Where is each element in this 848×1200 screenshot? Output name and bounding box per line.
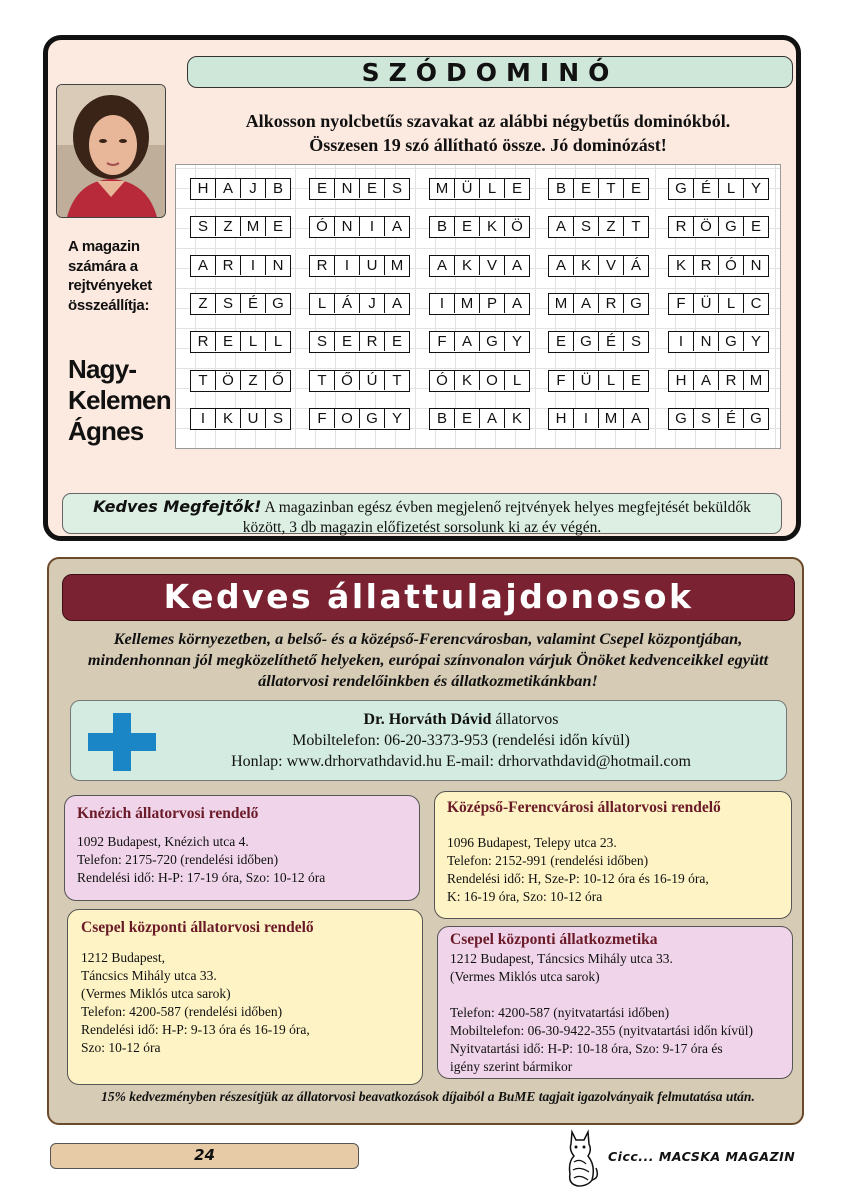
domino-letter: A: [549, 217, 574, 236]
domino-letter: G: [574, 332, 599, 351]
discount-note: 15% kedvezményben részesítjük az állatorvosi beavatkozások díjaiból a BuME tagjait igazolványaik felmutatása után.: [101, 1089, 755, 1104]
domino-letter: I: [669, 332, 694, 351]
doctor-role: állatorvos: [491, 711, 559, 728]
domino-letter: G: [630, 294, 642, 312]
domino-tile: [309, 331, 410, 353]
author-name-line: Ágnes: [68, 416, 144, 446]
domino-letter: M: [749, 371, 763, 389]
vet-advertisement: [47, 557, 804, 1125]
clinic-line: Szo: 10-12 óra: [81, 1040, 161, 1055]
domino-letter: M: [241, 217, 266, 236]
domino-tile: [190, 331, 291, 353]
domino-letter: M: [549, 294, 574, 313]
domino-letter: L: [719, 179, 744, 198]
domino-letter: Ó: [719, 256, 744, 275]
domino-letter: L: [310, 294, 335, 313]
domino-letter: R: [310, 256, 335, 275]
domino-letter: E: [630, 180, 641, 197]
domino-letter: S: [310, 332, 335, 351]
domino-letter: I: [430, 294, 455, 313]
domino-letter: E: [549, 332, 574, 351]
domino-letter: G: [480, 332, 505, 351]
domino-letter: M: [455, 294, 480, 313]
domino-letter: U: [360, 256, 385, 275]
domino-letter: R: [191, 332, 216, 351]
author-name-line: Nagy-: [68, 354, 137, 384]
domino-letter: T: [310, 371, 335, 390]
clinic-title: Középső-Ferencvárosi állatorvosi rendelő: [447, 799, 721, 816]
domino-letter: E: [360, 179, 385, 198]
domino-letter: S: [216, 294, 241, 313]
domino-tile: [429, 216, 530, 238]
author-label-line: számára a: [68, 257, 138, 275]
domino-tile: [668, 370, 769, 392]
magazine-name: Cicc... MACSKA MAGAZIN: [608, 1149, 796, 1164]
domino-letter: R: [360, 332, 385, 351]
domino-tile: [548, 216, 649, 238]
domino-letter: É: [599, 332, 624, 351]
domino-letter: A: [549, 256, 574, 275]
domino-letter: É: [719, 409, 744, 428]
domino-letter: S: [694, 409, 719, 428]
domino-letter: U: [241, 409, 266, 428]
domino-tile: [190, 178, 291, 200]
domino-letter: C: [750, 294, 762, 312]
domino-letter: Z: [191, 294, 216, 313]
clinic-line: Rendelési idő: H-P: 9-13 óra és 16-19 óra,: [81, 1022, 310, 1037]
domino-letter: A: [455, 332, 480, 351]
doctor-web[interactable]: Honlap: www.drhorvathdavid.hu E-mail: drhorvathdavid@hotmail.com: [231, 753, 691, 770]
domino-letter: Y: [750, 333, 761, 351]
domino-letter: R: [599, 294, 624, 313]
domino-tile: [548, 255, 649, 277]
domino-letter: K: [669, 256, 694, 275]
domino-letter: G: [719, 332, 744, 351]
domino-letter: L: [480, 179, 505, 198]
doctor-card: [70, 700, 787, 781]
clinic-line: K: 16-19 óra, Szo: 10-12 óra: [447, 889, 603, 904]
domino-letter: N: [272, 256, 284, 274]
domino-letter: S: [191, 217, 216, 236]
domino-letter: E: [750, 218, 761, 236]
domino-tile: [190, 216, 291, 238]
domino-letter: I: [191, 409, 216, 428]
domino-letter: I: [574, 409, 599, 428]
domino-tile: [668, 255, 769, 277]
domino-tile: [429, 331, 530, 353]
domino-tile: [548, 408, 649, 430]
clinic-line: 1096 Budapest, Telepy utca 23.: [447, 835, 617, 850]
domino-letter: S: [630, 333, 641, 351]
domino-letter: P: [480, 294, 505, 313]
domino-letter: É: [694, 179, 719, 198]
domino-letter: Ó: [430, 371, 455, 390]
domino-tile: [309, 255, 410, 277]
domino-letter: B: [549, 179, 574, 198]
domino-tile: [309, 293, 410, 315]
author-photo: [56, 84, 166, 218]
domino-tile: [309, 216, 410, 238]
domino-tile: [429, 255, 530, 277]
domino-letter: K: [480, 217, 505, 236]
domino-letter: V: [480, 256, 505, 275]
domino-letter: Y: [391, 409, 402, 427]
domino-letter: A: [391, 294, 402, 312]
clinic-line: Nyitvatartási idő: H-P: 10-18 óra, Szo: 9-17 óra és: [450, 1041, 723, 1056]
domino-letter: K: [455, 256, 480, 275]
domino-letter: T: [191, 371, 216, 390]
page-number: 24: [50, 1143, 359, 1169]
domino-letter: E: [391, 333, 402, 351]
domino-letter: K: [511, 409, 522, 427]
domino-letter: H: [669, 371, 694, 390]
instruction-line: Alkosson nyolcbetűs szavakat az alábbi négybetűs dominókból.: [245, 111, 731, 131]
domino-letter: Ó: [310, 217, 335, 236]
domino-letter: Ő: [272, 371, 284, 389]
domino-letter: Ü: [574, 371, 599, 390]
domino-letter: E: [272, 218, 283, 236]
domino-letter: B: [430, 409, 455, 428]
clinic-line: Rendelési idő: H, Sze-P: 10-12 óra és 16-19 óra,: [447, 871, 709, 886]
domino-letter: V: [599, 256, 624, 275]
puzzle-instructions: [188, 109, 788, 157]
domino-letter: M: [390, 256, 404, 274]
domino-grid: [175, 164, 781, 449]
clinic-line-spacer: [450, 986, 780, 1004]
domino-letter: Ö: [216, 371, 241, 390]
domino-letter: F: [430, 332, 455, 351]
domino-letter: E: [511, 180, 522, 197]
domino-letter: A: [574, 294, 599, 313]
clinic-title: Csepel központi állatorvosi rendelő: [81, 919, 314, 936]
domino-letter: E: [310, 179, 335, 198]
clinic-title: Knézich állatorvosi rendelő: [77, 805, 259, 822]
clinic-line: Táncsics Mihály utca 33.: [81, 968, 217, 983]
clinic-line: 1212 Budapest, Táncsics Mihály utca 33.: [450, 951, 673, 966]
domino-letter: Y: [511, 333, 522, 351]
domino-letter: E: [216, 332, 241, 351]
author-name-line: Kelemen: [68, 385, 171, 415]
domino-letter: A: [430, 256, 455, 275]
domino-letter: N: [694, 332, 719, 351]
domino-letter: A: [630, 409, 641, 427]
domino-letter: A: [391, 218, 402, 236]
domino-letter: E: [335, 332, 360, 351]
domino-letter: A: [694, 371, 719, 390]
domino-tile: [548, 331, 649, 353]
domino-letter: R: [216, 256, 241, 275]
domino-tile: [429, 293, 530, 315]
domino-letter: K: [455, 371, 480, 390]
clinic-line: Telefon: 2175-720 (rendelési időben): [77, 852, 279, 867]
instruction-line: Összesen 19 szó állítható össze. Jó dominózást!: [309, 135, 667, 155]
clinic-card-csepel-vet: [67, 909, 423, 1085]
footer-text: A magazinban egész évben megjelenő rejtvények helyes megfejtését beküldők között, 3 db magazin előfizetést sorsolunk ki az év végén.: [242, 499, 751, 536]
domino-letter: H: [549, 409, 574, 428]
domino-letter: L: [241, 332, 266, 351]
domino-letter: T: [599, 179, 624, 198]
doctor-info: [191, 709, 731, 772]
domino-letter: A: [480, 409, 505, 428]
domino-letter: E: [630, 371, 641, 389]
domino-tile: [309, 370, 410, 392]
domino-tile: [668, 216, 769, 238]
domino-letter: M: [430, 179, 455, 198]
domino-letter: G: [669, 179, 694, 198]
domino-letter: Ü: [694, 294, 719, 313]
domino-tile: [429, 370, 530, 392]
domino-letter: L: [512, 371, 522, 389]
domino-letter: Ú: [360, 371, 385, 390]
author-label-line: összeállítja:: [68, 296, 150, 314]
domino-tile: [668, 293, 769, 315]
domino-letter: N: [335, 179, 360, 198]
domino-letter: Á: [335, 294, 360, 313]
domino-letter: S: [391, 180, 402, 197]
domino-letter: J: [241, 179, 266, 198]
domino-letter: Á: [630, 256, 641, 274]
puzzle-footer-note: [62, 493, 782, 534]
clinic-title: Csepel központi állatkozmetika: [450, 931, 658, 948]
clinic-line: Mobiltelefon: 06-30-9422-355 (nyitvatartási időn kívül): [450, 1023, 753, 1038]
clinic-line: Telefon: 4200-587 (nyitvatartási időben): [450, 1005, 670, 1020]
domino-letter: Ö: [511, 218, 523, 236]
domino-letter: T: [392, 371, 402, 389]
domino-letter: A: [511, 256, 522, 274]
clinic-line: igény szerint bármikor: [450, 1059, 573, 1074]
domino-tile: [190, 408, 291, 430]
clinic-line: Rendelési idő: H-P: 17-19 óra, Szo: 10-12 óra: [77, 870, 326, 885]
clinic-line: Telefon: 4200-587 (rendelési időben): [81, 1004, 283, 1019]
domino-letter: S: [272, 409, 283, 427]
domino-tile: [668, 331, 769, 353]
domino-letter: B: [272, 180, 283, 197]
puzzle-section: [43, 35, 801, 541]
domino-letter: G: [272, 294, 284, 312]
domino-letter: M: [599, 409, 624, 428]
domino-letter: E: [455, 217, 480, 236]
clinic-card-knezich: [64, 795, 420, 901]
domino-letter: E: [574, 179, 599, 198]
domino-tile: [190, 293, 291, 315]
domino-letter: I: [335, 256, 360, 275]
doctor-name: Dr. Horváth Dávid: [363, 711, 492, 728]
domino-letter: O: [335, 409, 360, 428]
domino-letter: E: [455, 409, 480, 428]
domino-letter: K: [574, 256, 599, 275]
cat-logo-icon: [562, 1128, 600, 1188]
clinic-line: (Vermes Miklós utca sarok): [450, 969, 600, 984]
domino-letter: O: [480, 371, 505, 390]
domino-letter: N: [750, 256, 762, 274]
domino-letter: F: [310, 409, 335, 428]
footer-lead: Kedves Megfejtők!: [93, 497, 262, 516]
domino-tile: [190, 255, 291, 277]
domino-tile: [548, 178, 649, 200]
domino-letter: Ő: [335, 371, 360, 390]
domino-letter: T: [631, 218, 641, 236]
domino-letter: B: [430, 217, 455, 236]
doctor-mobile: Mobiltelefon: 06-20-3373-953 (rendelési időn kívül): [292, 732, 630, 749]
domino-tile: [668, 408, 769, 430]
author-name: [68, 354, 178, 447]
domino-letter: Ü: [455, 179, 480, 198]
domino-letter: H: [191, 179, 216, 198]
domino-letter: Y: [750, 180, 761, 197]
domino-letter: I: [360, 217, 385, 236]
domino-tile: [548, 293, 649, 315]
domino-letter: J: [360, 294, 385, 313]
puzzle-title: SZÓDOMINÓ: [187, 56, 793, 88]
clinic-line: 1092 Budapest, Knézich utca 4.: [77, 834, 249, 849]
domino-letter: L: [719, 294, 744, 313]
domino-letter: G: [360, 409, 385, 428]
domino-letter: R: [669, 217, 694, 236]
domino-letter: Ö: [694, 217, 719, 236]
domino-letter: K: [216, 409, 241, 428]
domino-letter: G: [719, 217, 744, 236]
domino-letter: I: [241, 256, 266, 275]
author-label-line: A magazin: [68, 238, 140, 255]
domino-letter: F: [669, 294, 694, 313]
clinic-line: (Vermes Miklós utca sarok): [81, 986, 231, 1001]
domino-letter: A: [511, 294, 522, 312]
domino-letter: S: [574, 217, 599, 236]
domino-letter: É: [241, 294, 266, 313]
domino-letter: R: [719, 371, 744, 390]
vet-intro: Kellemes környezetben, a belső- és a középső-Ferencvárosban, valamint Csepel központjában, mindenhonnan jól megközelíthető helyeken, európai színvonalon várjuk Önöket kedvenceikkel együtt állatorvosi rendelőinkben és állatkozmetikánkban!: [87, 629, 769, 690]
author-label: [68, 237, 168, 315]
vet-banner: Kedves állattulajdonosok: [62, 574, 795, 621]
domino-tile: [190, 370, 291, 392]
domino-tile: [548, 370, 649, 392]
clinic-card-kozepso-ferencvaros: [434, 791, 792, 919]
domino-tile: [309, 408, 410, 430]
domino-letter: A: [216, 179, 241, 198]
domino-letter: A: [191, 256, 216, 275]
domino-letter: L: [273, 333, 283, 351]
domino-tile: [429, 408, 530, 430]
author-label-line: rejtvényeket: [68, 277, 152, 294]
domino-letter: Z: [216, 217, 241, 236]
domino-tile: [429, 178, 530, 200]
clinic-line: Telefon: 2152-991 (rendelési időben): [447, 853, 649, 868]
domino-letter: R: [694, 256, 719, 275]
domino-letter: G: [750, 409, 762, 427]
clinic-line: 1212 Budapest,: [81, 950, 165, 965]
domino-letter: L: [599, 371, 624, 390]
domino-tile: [309, 178, 410, 200]
domino-tile: [668, 178, 769, 200]
domino-letter: N: [335, 217, 360, 236]
clinic-card-csepel-kozmetika: [437, 926, 793, 1079]
domino-letter: Z: [241, 371, 266, 390]
domino-letter: G: [669, 409, 694, 428]
domino-letter: Z: [599, 217, 624, 236]
domino-letter: F: [549, 371, 574, 390]
